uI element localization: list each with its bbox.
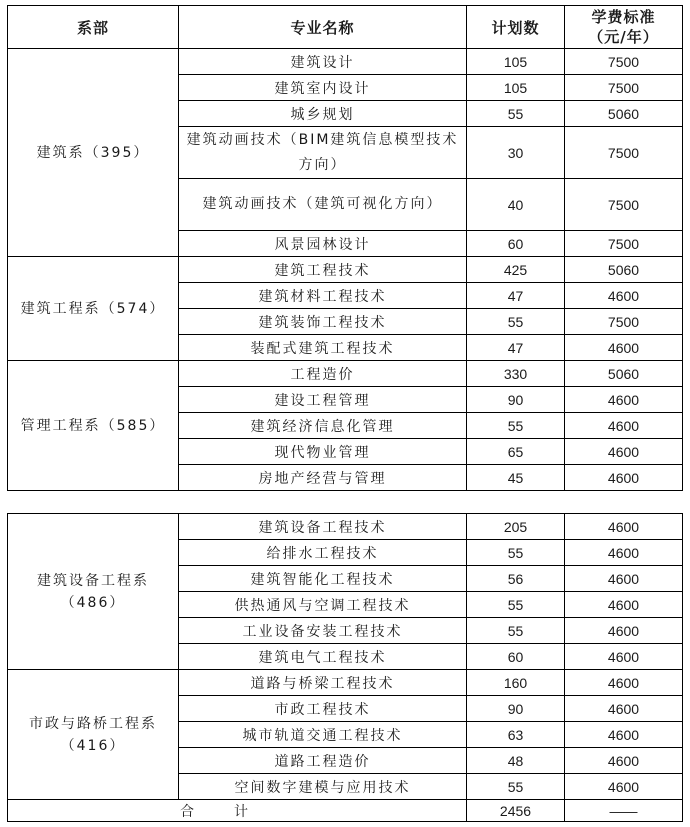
plan-cell: 425	[467, 257, 565, 283]
header-plan: 计划数	[467, 6, 565, 49]
plan-cell: 55	[467, 309, 565, 335]
fee-cell: 4600	[565, 413, 683, 439]
header-dept: 系部	[8, 6, 179, 49]
plan-cell: 105	[467, 49, 565, 75]
fee-cell: 4600	[565, 748, 683, 774]
major-cell: 建筑工程技术	[179, 257, 467, 283]
plan-cell: 55	[467, 540, 565, 566]
major-cell: 道路与桥梁工程技术	[179, 670, 467, 696]
fee-cell: 5060	[565, 257, 683, 283]
table-body-top	[8, 49, 683, 491]
major-cell: 风景园林设计	[179, 231, 467, 257]
major-cell: 给排水工程技术	[179, 540, 467, 566]
major-cell: 工程造价	[179, 361, 467, 387]
fee-cell: 7500	[565, 75, 683, 101]
plan-cell: 55	[467, 774, 565, 800]
dept-cell: 建筑设备工程系 （486）	[8, 514, 179, 670]
plan-cell: 47	[467, 335, 565, 361]
major-cell: 供热通风与空调工程技术	[179, 592, 467, 618]
major-cell: 建筑设计	[179, 49, 467, 75]
plan-cell: 30	[467, 127, 565, 179]
plan-cell: 65	[467, 439, 565, 465]
total-row	[8, 800, 683, 822]
major-cell: 装配式建筑工程技术	[179, 335, 467, 361]
plan-cell: 60	[467, 644, 565, 670]
header-major: 专业名称	[179, 6, 467, 49]
table-row	[8, 670, 683, 696]
plan-cell: 90	[467, 387, 565, 413]
dept-cell: 建筑工程系（574）	[8, 257, 179, 361]
fee-cell: 4600	[565, 540, 683, 566]
fee-cell: 5060	[565, 361, 683, 387]
total-fee: ——	[565, 800, 683, 822]
fee-cell: 7500	[565, 179, 683, 231]
header-fee: 学费标准 （元/年）	[565, 6, 683, 49]
plan-cell: 55	[467, 618, 565, 644]
major-cell: 建筑动画技术（建筑可视化方向）	[179, 179, 467, 231]
table-row	[8, 361, 683, 387]
table-row	[8, 49, 683, 75]
enrollment-table-bottom	[7, 513, 683, 822]
fee-cell: 4600	[565, 670, 683, 696]
fee-cell: 4600	[565, 566, 683, 592]
major-cell: 城乡规划	[179, 101, 467, 127]
plan-cell: 47	[467, 283, 565, 309]
major-cell: 工业设备安装工程技术	[179, 618, 467, 644]
plan-cell: 160	[467, 670, 565, 696]
fee-cell: 4600	[565, 722, 683, 748]
plan-cell: 40	[467, 179, 565, 231]
plan-cell: 105	[467, 75, 565, 101]
major-cell: 建设工程管理	[179, 387, 467, 413]
fee-cell: 4600	[565, 618, 683, 644]
fee-cell: 7500	[565, 309, 683, 335]
major-cell: 建筑智能化工程技术	[179, 566, 467, 592]
dept-cell: 建筑系（395）	[8, 49, 179, 257]
major-cell: 城市轨道交通工程技术	[179, 722, 467, 748]
plan-cell: 60	[467, 231, 565, 257]
total-label: 合计	[8, 800, 467, 822]
plan-cell: 90	[467, 696, 565, 722]
major-cell: 建筑电气工程技术	[179, 644, 467, 670]
table-row	[8, 514, 683, 540]
plan-cell: 205	[467, 514, 565, 540]
fee-cell: 4600	[565, 335, 683, 361]
fee-cell: 5060	[565, 101, 683, 127]
major-cell: 建筑材料工程技术	[179, 283, 467, 309]
fee-cell: 7500	[565, 49, 683, 75]
fee-cell: 4600	[565, 283, 683, 309]
fee-cell: 4600	[565, 514, 683, 540]
dept-cell: 管理工程系（585）	[8, 361, 179, 491]
major-cell: 道路工程造价	[179, 748, 467, 774]
major-cell: 建筑装饰工程技术	[179, 309, 467, 335]
plan-cell: 48	[467, 748, 565, 774]
table-row	[8, 257, 683, 283]
enrollment-table-top	[7, 5, 683, 491]
major-cell: 空间数字建模与应用技术	[179, 774, 467, 800]
section-divider	[7, 490, 682, 491]
plan-cell: 55	[467, 592, 565, 618]
fee-cell: 4600	[565, 439, 683, 465]
table-body-bottom	[8, 514, 683, 800]
plan-cell: 56	[467, 566, 565, 592]
fee-cell: 4600	[565, 387, 683, 413]
major-cell: 建筑经济信息化管理	[179, 413, 467, 439]
fee-cell: 4600	[565, 774, 683, 800]
major-cell: 建筑设备工程技术	[179, 514, 467, 540]
plan-cell: 45	[467, 465, 565, 491]
major-cell: 房地产经营与管理	[179, 465, 467, 491]
fee-cell: 4600	[565, 644, 683, 670]
fee-cell: 4600	[565, 465, 683, 491]
major-cell: 建筑动画技术（BIM建筑信息模型技术方向）	[179, 127, 467, 179]
plan-cell: 330	[467, 361, 565, 387]
plan-cell: 63	[467, 722, 565, 748]
plan-cell: 55	[467, 413, 565, 439]
fee-cell: 4600	[565, 592, 683, 618]
major-cell: 现代物业管理	[179, 439, 467, 465]
major-cell: 市政工程技术	[179, 696, 467, 722]
fee-cell: 7500	[565, 231, 683, 257]
dept-cell: 市政与路桥工程系（416）	[8, 670, 179, 800]
major-cell: 建筑室内设计	[179, 75, 467, 101]
total-plan: 2456	[467, 800, 565, 822]
fee-cell: 7500	[565, 127, 683, 179]
fee-cell: 4600	[565, 696, 683, 722]
plan-cell: 55	[467, 101, 565, 127]
